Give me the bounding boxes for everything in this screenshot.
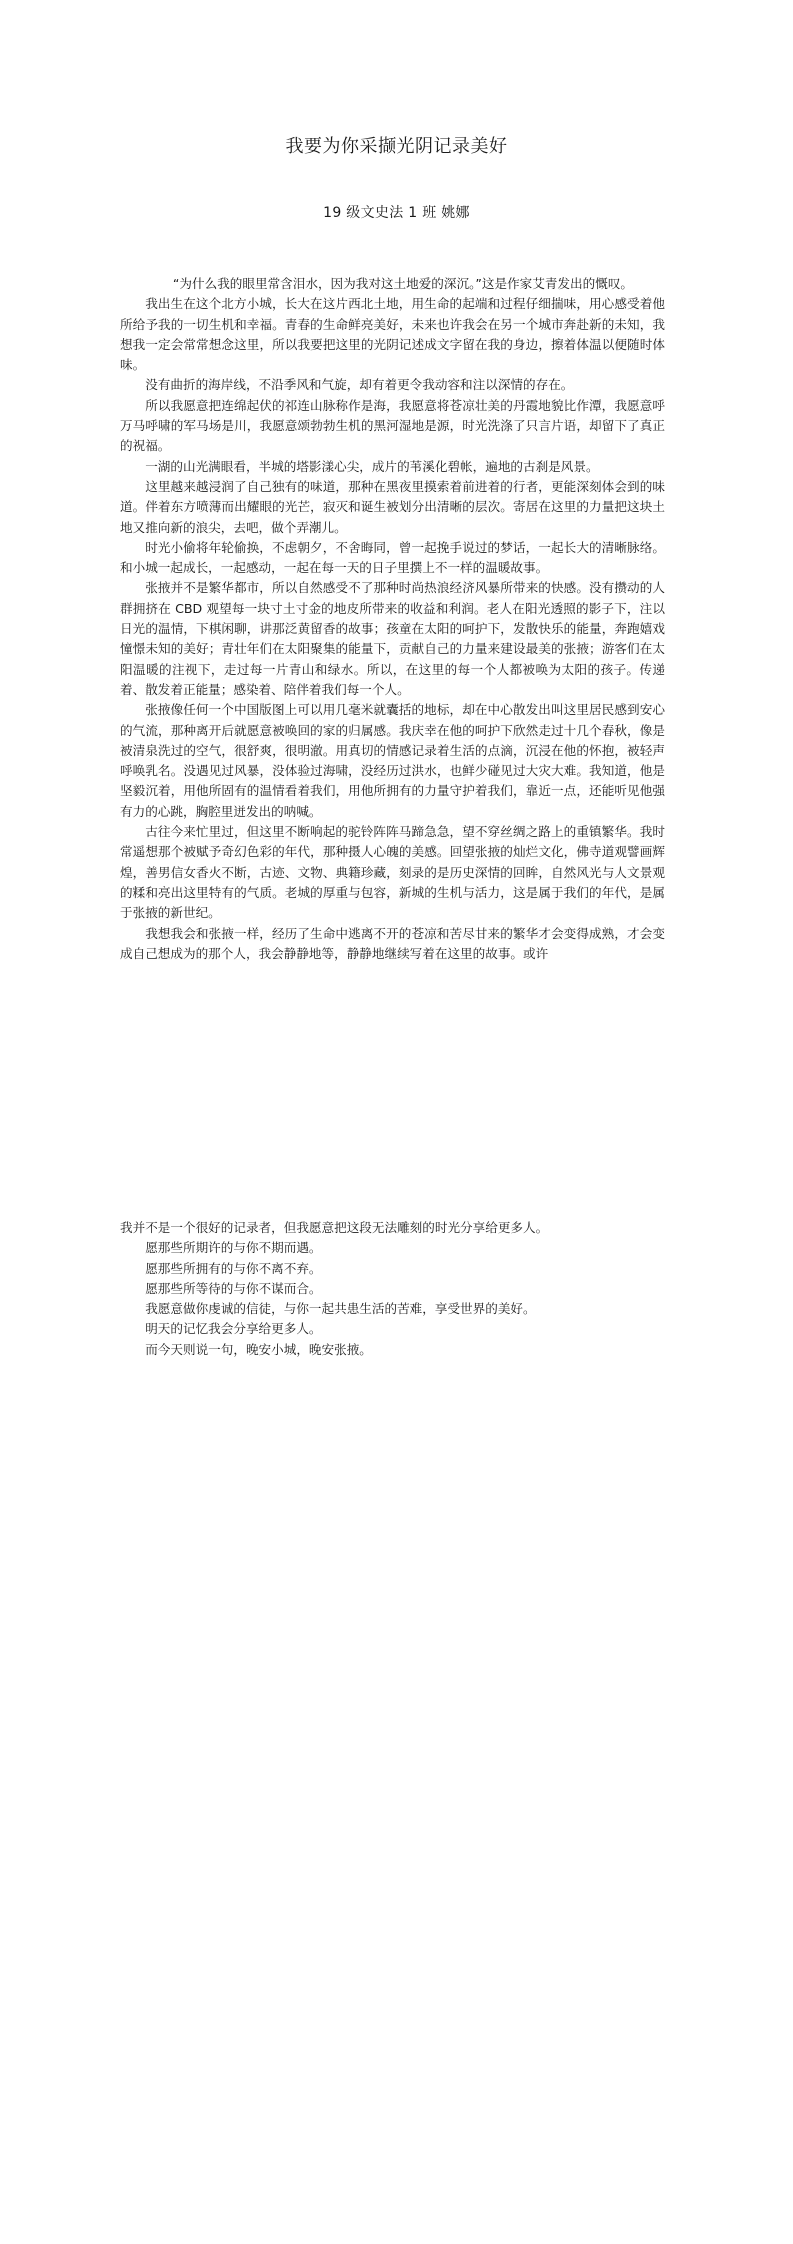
paragraph: 时光小偷将年轮偷换，不虑朝夕，不舍晦同，曾一起挽手说过的梦话，一起长大的清晰脉络。和小城一起成长，一起感动，一起在每一天的日子里撰上不一样的温暖故事。 xyxy=(120,539,665,576)
paragraph: 古往今来忙里过，但这里不断响起的驼铃阵阵马蹄急急，望不穿丝绸之路上的重镇繁华。我时常遥想那个被赋予奇幻色彩的年代，那种摄人心魄的美感。回望张掖的灿烂文化，佛寺道观譬画辉煌，善男信女香火不断，古迹、文物、典籍珍藏，刻录的是历史深情的回眸，自然风光与人文景观的糅和亮出这里特有的气质。老城的厚重与包容，新城的生机与活力，这是属于我们的年代，是属于张掖的新世纪。 xyxy=(120,824,665,921)
paragraph: 没有曲折的海岸线，不沿季风和气旋，却有着更令我动容和注以深情的存在。 xyxy=(145,377,574,393)
paragraph: 愿那些所等待的与你不谋而合。 xyxy=(145,1280,322,1296)
paragraph: 而今天则说一句，晚安小城，晚安张掖。 xyxy=(145,1341,372,1357)
body-section-1 xyxy=(120,274,665,964)
paragraph: 愿那些所期许的与你不期而遇。 xyxy=(145,1240,322,1256)
paragraph: 张掖并不是繁华都市，所以自然感受不了那种时尚热浪经济风暴所带来的快感。没有攒动的人群拥挤在 CBD 观望每一块寸土寸金的地皮所带来的收益和利润。老人在阳光透照的影子下，注以日光的温情，下棋闲聊，讲那泛黄留香的故事；孩童在太阳的呵护下，发散快乐的能量，奔跑嬉戏憧憬未知的美好；青壮年们在太阳聚集的能量下，贡献自己的力量来建设最美的张掖；游客们在太阳温暖的注视下，走过每一片青山和绿水。所以，在这里的每一个人都被唤为太阳的孩子。传递着、散发着正能量；感染着、陪伴着我们每一个人。 xyxy=(120,580,665,697)
paragraph: 张掖像任何一个中国版图上可以用几毫米就囊括的地标，却在中心散发出叫这里居民感到安心的气流，那种离开后就愿意被唤回的家的归属感。我庆幸在他的呵护下欣然走过十几个春秋，像是被清泉洗过的空气，很舒爽，很明澈。用真切的情感记录着生活的点滴，沉浸在他的怀抱，被轻声呼唤乳名。没遇见过风暴，没体验过海啸，没经历过洪水，也鲜少碰见过大灾大难。我知道，他是坚毅沉着，用他所固有的温情看着我们，用他所拥有的力量守护着我们，靠近一点，还能听见他强有力的心跳，胸腔里迸发出的呐喊。 xyxy=(120,702,665,819)
document-title: 我要为你采撷光阴记录美好 xyxy=(285,136,508,157)
paragraph: 一湖的山光满眼看，半城的塔影漾心尖，成片的苇溪化碧帐，遍地的古刹是风景。 xyxy=(145,458,599,474)
author-byline: 19 级文史法 1 班 姚娜 xyxy=(323,205,470,221)
paragraph: 愿那些所拥有的与你不离不弃。 xyxy=(145,1260,322,1276)
paragraph: 所以我愿意把连绵起伏的祁连山脉称作是海，我愿意将苍凉壮美的丹霞地貌比作潭，我愿意呼万马呼啸的军马场是川，我愿意颂勃勃生机的黑河湿地是源，时光洗涤了只言片语，却留下了真正的祝福。 xyxy=(120,397,665,454)
paragraph: 明天的记忆我会分享给更多人。 xyxy=(145,1321,322,1337)
paragraph: 这里越来越浸润了自己独有的味道，那种在黑夜里摸索着前进着的行者，更能深刻体会到的味道。伴着东方喷薄而出耀眼的光芒，寂灭和诞生被划分出清晰的层次。寄居在这里的力量把这块土地又推向新的浪尖，去吧，做个弄潮儿。 xyxy=(120,478,665,535)
paragraph: 我并不是一个很好的记录者，但我愿意把这段无法雕刻的时光分享给更多人。 xyxy=(120,1220,549,1235)
paragraph: 我愿意做你虔诚的信徒，与你一起共患生活的苦难，享受世界的美好。 xyxy=(145,1301,536,1317)
body-section-2 xyxy=(120,1218,665,1360)
paragraph: 我出生在这个北方小城，长大在这片西北土地，用生命的起端和过程仔细揣味，用心感受着他所给予我的一切生机和幸福。青春的生命鲜亮美好，未来也许我会在另一个城市奔赴新的未知，我想我一定会常常想念这里，所以我要把这里的光阴记述成文字留在我的身边，擦着体温以便随时体味。 xyxy=(120,296,665,373)
paragraph: 我想我会和张掖一样，经历了生命中逃离不开的苍凉和苦尽甘来的繁华才会变得成熟，才会变成自己想成为的那个人，我会静静地等，静静地继续写着在这里的故事。或许 xyxy=(120,925,665,961)
paragraph: “为什么我的眼里常含泪水，因为我对这土地爱的深沉。”这是作家艾青发出的慨叹。 xyxy=(172,276,634,291)
